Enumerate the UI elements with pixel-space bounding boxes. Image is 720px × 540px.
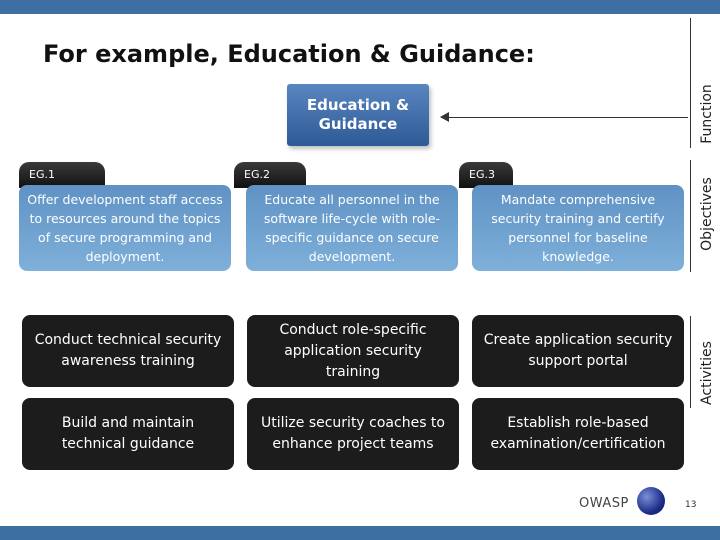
eg2-activity-2: Utilize security coaches to enhance project teams xyxy=(247,398,459,470)
eg3-activity-1: Create application security support portal xyxy=(472,315,684,387)
eg1-activity-2: Build and maintain technical guidance xyxy=(22,398,234,470)
eg2-objective: Educate all personnel in the software life-cycle with role-specific guidance on secure development. xyxy=(246,185,458,271)
top-bar xyxy=(0,0,720,14)
bottom-bar xyxy=(0,526,720,540)
eg3-tab: EG.3 xyxy=(459,162,513,188)
eg1-objective: Offer development staff access to resources around the topics of secure programming and deployment. xyxy=(19,185,231,271)
eg1-activity-1: Conduct technical security awareness training xyxy=(22,315,234,387)
eg2-tab: EG.2 xyxy=(234,162,306,188)
eg3-activity-2: Establish role-based examination/certification xyxy=(472,398,684,470)
owasp-globe-icon xyxy=(637,487,665,515)
owasp-brand: OWASP xyxy=(579,496,629,511)
function-arrow xyxy=(441,117,688,118)
objectives-divider xyxy=(690,160,691,272)
function-box-line2: Guidance xyxy=(318,115,398,133)
eg3-objective: Mandate comprehensive security training and certify personnel for baseline knowledge. xyxy=(472,185,684,271)
slide-title: For example, Education & Guidance: xyxy=(43,40,535,68)
page-number: 13 xyxy=(685,500,697,510)
eg2-activity-1: Conduct role-specific application security training xyxy=(247,315,459,387)
function-box xyxy=(287,84,429,146)
eg1-tab: EG.1 xyxy=(19,162,105,188)
function-box-line1: Education & xyxy=(306,96,410,114)
activities-label: Activities xyxy=(699,341,715,405)
objectives-label: Objectives xyxy=(699,177,715,251)
function-label: Function xyxy=(699,84,715,144)
function-divider xyxy=(690,18,691,148)
activities-divider xyxy=(690,316,691,408)
